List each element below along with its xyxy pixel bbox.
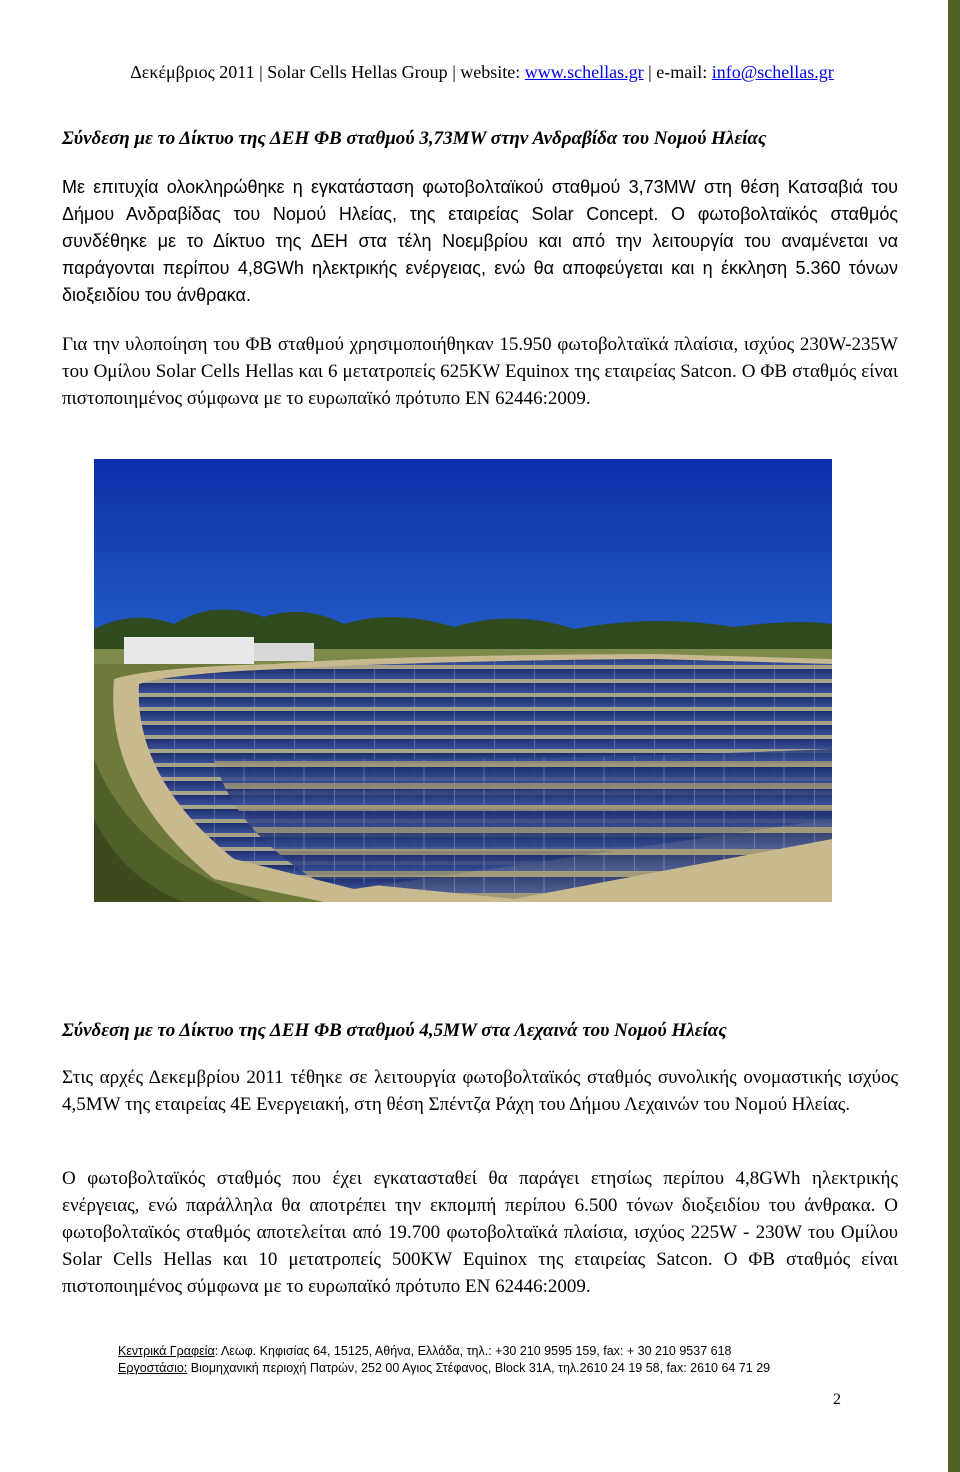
page-edge-bar — [948, 0, 960, 1472]
page-number: 2 — [833, 1391, 841, 1408]
page-header: Δεκέμβριος 2011 | Solar Cells Hellas Group | website: www.schellas.gr | e-mail: info@schellas.gr — [130, 62, 834, 82]
website-link[interactable]: www.schellas.gr — [524, 62, 644, 82]
footer-factory-label: Εργοστάσιο: — [118, 1361, 188, 1375]
section1-paragraph-2: Για την υλοποίηση του ΦΒ σταθμού χρησιμοποιήθηκαν 15.950 φωτοβολταϊκά πλαίσια, ισχύος 230W-235W του Ομίλου Solar Cells Hellas και 6 μετατροπείς 625KW Equinox της εταιρείας Satcon. Ο ΦΒ σταθμός είναι πιστοποιημένος σύμφωνα με το ευρωπαϊκό πρότυπο EN 62446:2009. — [62, 334, 898, 409]
header-date: Δεκέμβριος 2011 — [130, 62, 255, 82]
section1-paragraph-1: Με επιτυχία ολοκληρώθηκε η εγκατάσταση φωτοβολταϊκού σταθμού 3,73MW στη θέση Κατσαβιά του Δήμου Ανδραβίδας του Νομού Ηλείας, της εταιρείας Solar Concept. Ο φωτοβολταϊκός σταθμός συνδέθηκε με το Δίκτυο της ΔΕΗ στα τέλη Νοεμβρίου και από την λειτουργία του αναμένεται να παράγονται περίπου 4,8GWh ηλεκτρικής ενέργειας, ενώ θα αποφεύγεται και η έκκληση 5.360 τόνων διοξειδίου του άνθρακα. — [62, 177, 898, 305]
email-link[interactable]: info@schellas.gr — [711, 62, 834, 82]
footer-offices-text: : Λεωφ. Κηφισίας 64, 15125, Αθήνα, Ελλάδα, τηλ.: +30 210 9595 159, fax: + 30 210 9537 618 — [214, 1344, 732, 1358]
section2-paragraph-2: Ο φωτοβολταϊκός σταθμός που έχει εγκατασταθεί θα παράγει ετησίως περίπου 4,8GWh ηλεκτρικής ενέργειας, ενώ παράλληλα θα αποτρέπει την εκπομπή περίπου 6.500 τόνων διοξειδίου του άνθρακα. Ο φωτοβολταϊκός σταθμός αποτελείται από 19.700 φωτοβολταϊκά πλαίσια, ισχύος 225W - 230W του Ομίλου Solar Cells Hellas και 10 μετατροπείς 500KW Equinox της εταιρείας Satcon. Ο ΦΒ σταθμός είναι πιστοποιημένος σύμφωνα με το ευρωπαϊκό πρότυπο EN 62446:2009. — [62, 1168, 898, 1297]
footer-offices — [118, 1344, 731, 1358]
header-company: Solar Cells Hellas Group — [267, 62, 448, 82]
section2-paragraph-1: Στις αρχές Δεκεμβρίου 2011 τέθηκε σε λειτουργία φωτοβολταϊκός σταθμός συνολικής ονομαστικής ισχύος 4,5MW της εταιρείας 4Ε Ενεργειακή, στη θέση Σπέντζα Ράχη του Δήμου Λεχαινών του Νομού Ηλείας. — [62, 1067, 898, 1115]
section1-title: Σύνδεση με το Δίκτυο της ΔΕΗ ΦΒ σταθμού 3,73MW στην Ανδραβίδα του Νομού Ηλείας — [62, 128, 767, 149]
section2-title: Σύνδεση με το Δίκτυο της ΔΕΗ ΦΒ σταθμού 4,5MW στα Λεχαινά του Νομού Ηλείας — [62, 1020, 727, 1041]
footer-factory — [118, 1361, 770, 1375]
solar-farm-photo — [94, 459, 832, 902]
footer-offices-label: Κεντρικά Γραφεία — [118, 1344, 215, 1358]
header-website-label: website: — [460, 62, 521, 82]
footer-factory-text: Βιομηχανική περιοχή Πατρών, 252 00 Αγιος Στέφανος, Block 31A, τηλ.2610 24 19 58, fax: 2610 64 71 29 — [187, 1361, 771, 1375]
header-email-label: e-mail: — [656, 62, 708, 82]
